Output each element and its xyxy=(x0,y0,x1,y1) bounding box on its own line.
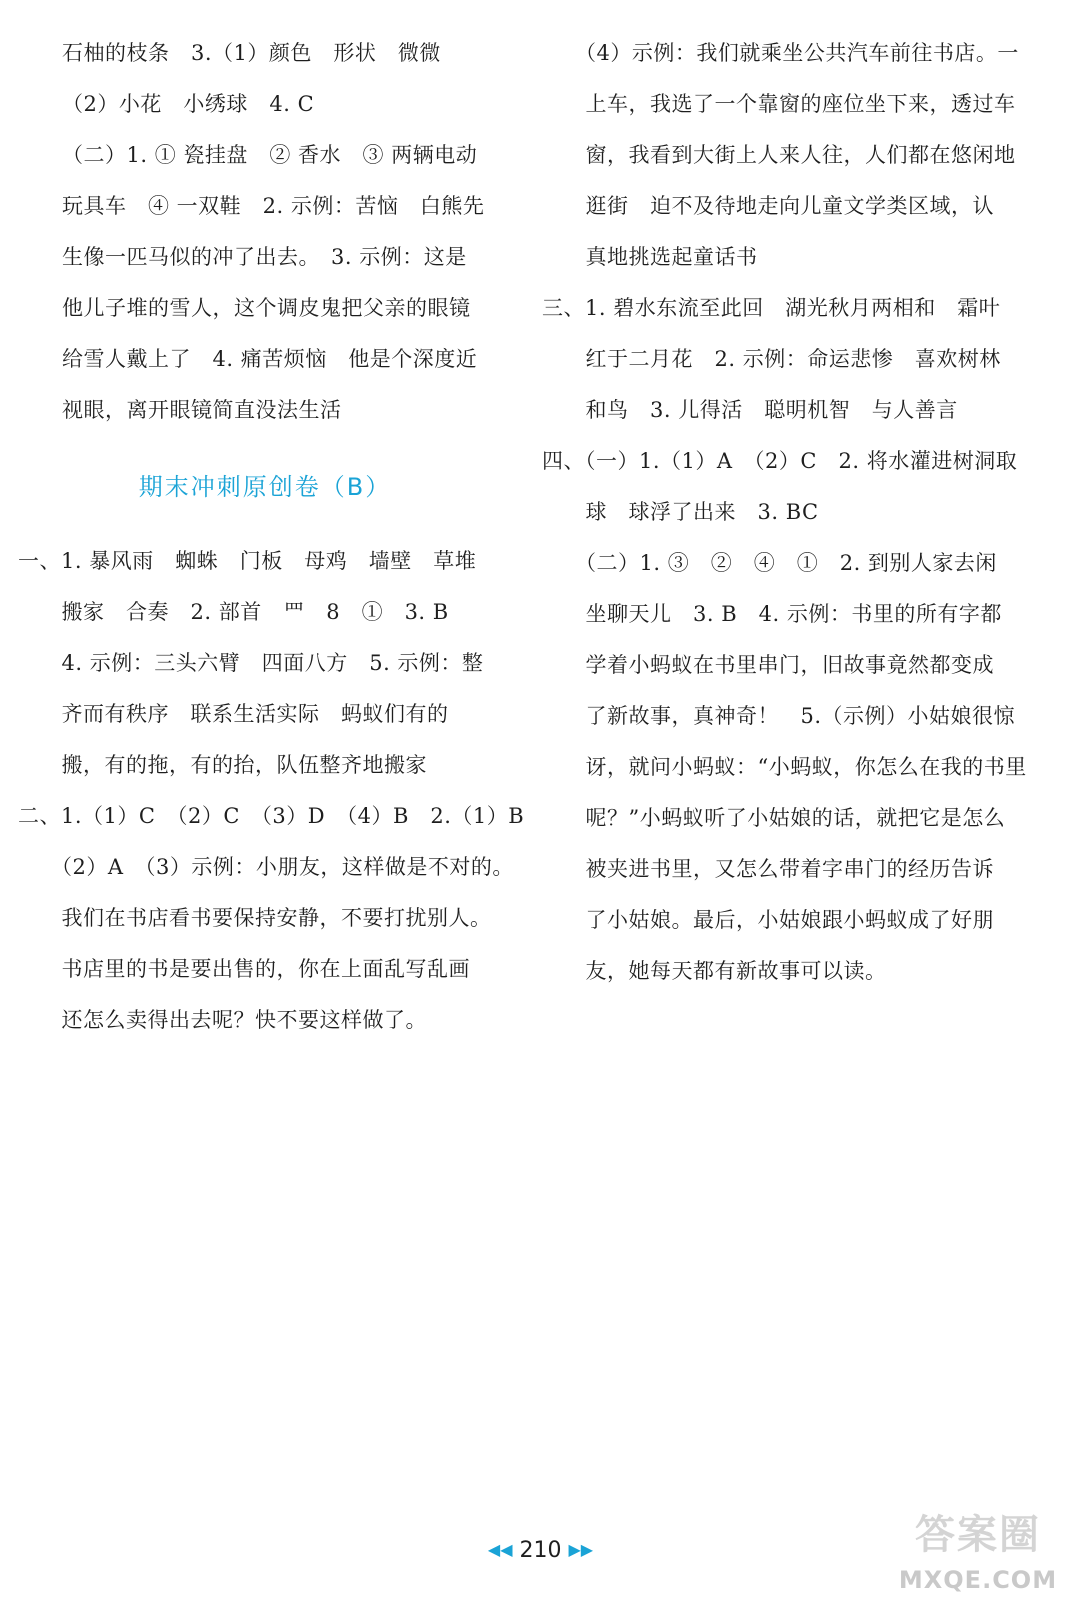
watermark-url: MXQE.COM xyxy=(898,1566,1058,1594)
text-line: 视眼，离开眼镜简直没法生活 xyxy=(62,398,342,422)
text-line: 学着小蚂蚁在书里串门，旧故事竟然都变成 xyxy=(564,653,994,677)
text-line: （2）小花 小绣球 4. C xyxy=(62,92,315,116)
text-line: 搬，有的拖，有的抬，队伍整齐地搬家 xyxy=(40,753,427,777)
watermark-top-text: 答案圈 xyxy=(915,1512,1041,1558)
text-line: 窗，我看到大街上人来人往，人们都在悠闲地 xyxy=(564,143,1016,167)
text-line: 书店里的书是要出售的，你在上面乱写乱画 xyxy=(40,957,470,981)
text-line: 呢？”小蚂蚁听了小姑娘的话，就把它是怎么 xyxy=(564,806,1006,830)
text-line: 4. 示例：三头六臂 四面八方 5. 示例：整 xyxy=(40,651,484,675)
text-line: 搬家 合奏 2. 部首 罒 8 ① 3. B xyxy=(40,600,449,624)
text-line: 给雪人戴上了 4. 痛苦烦恼 他是个深度近 xyxy=(62,347,478,371)
text-line: （二）1. ③ ② ④ ① 2. 到别人家去闲 xyxy=(564,551,997,575)
text-line: 三、1. 碧水东流至此回 湖光秋月两相和 霜叶 xyxy=(542,296,1001,320)
text-line: 齐而有秩序 联系生活实际 蚂蚁们有的 xyxy=(40,702,449,726)
text-line: 生像一匹马似的冲了出去。 3. 示例：这是 xyxy=(62,245,467,269)
text-line: 了小姑娘。最后，小姑娘跟小蚂蚁成了好朋 xyxy=(564,908,994,932)
text-line: 一、1. 暴风雨 蜘蛛 门板 母鸡 墙壁 草堆 xyxy=(18,549,477,573)
section-title: 期末冲刺原创卷（B） xyxy=(138,473,392,501)
text-line: 被夹进书里，又怎么带着字串门的经历告诉 xyxy=(564,857,994,881)
text-line: 球 球浮了出来 3. BC xyxy=(564,500,819,524)
text-line: 上车，我选了一个靠窗的座位坐下来，透过车 xyxy=(564,92,1016,116)
text-line: 还怎么卖得出去呢？快不要这样做了。 xyxy=(40,1008,427,1032)
text-line: 二、1.（1）C （2）C （3）D （4）B 2.（1）B xyxy=(18,804,525,828)
text-line: （2）A （3）示例：小朋友，这样做是不对的。 xyxy=(40,855,514,879)
text-line: 玩具车 ④ 一双鞋 2. 示例：苦恼 白熊先 xyxy=(62,194,485,218)
page-number: 210 xyxy=(519,1538,562,1563)
text-line: 四、（一）1.（1）A （2）C 2. 将水灌进树洞取 xyxy=(542,449,1018,473)
text-line: 真地挑选起童话书 xyxy=(564,245,758,269)
text-line: 和鸟 3. 儿得活 聪明机智 与人善言 xyxy=(564,398,958,422)
prev-arrows-icon: ◀◀ xyxy=(487,1540,513,1559)
text-line: 友，她每天都有新故事可以读。 xyxy=(564,959,887,983)
watermark-logo xyxy=(883,1504,1073,1594)
text-line: 他儿子堆的雪人，这个调皮鬼把父亲的眼镜 xyxy=(62,296,471,320)
text-line: 逛街 迫不及待地走向儿童文学类区域，认 xyxy=(564,194,994,218)
text-line: 讶，就问小蚂蚁：“小蚂蚁，你怎么在我的书里 xyxy=(564,755,1027,779)
text-line: （4）示例：我们就乘坐公共汽车前往书店。一 xyxy=(564,41,1019,65)
next-arrows-icon: ▶▶ xyxy=(568,1540,594,1559)
text-line: 石柚的枝条 3.（1）颜色 形状 微微 xyxy=(62,41,441,65)
text-line: 我们在书店看书要保持安静，不要打扰别人。 xyxy=(40,906,492,930)
text-line: （二）1. ① 瓷挂盘 ② 香水 ③ 两辆电动 xyxy=(62,143,478,167)
text-line: 红于二月花 2. 示例：命运悲惨 喜欢树林 xyxy=(564,347,1001,371)
text-line: 坐聊天儿 3. B 4. 示例：书里的所有字都 xyxy=(564,602,1002,626)
text-line: 了新故事，真神奇！ 5.（示例）小姑娘很惊 xyxy=(564,704,1016,728)
